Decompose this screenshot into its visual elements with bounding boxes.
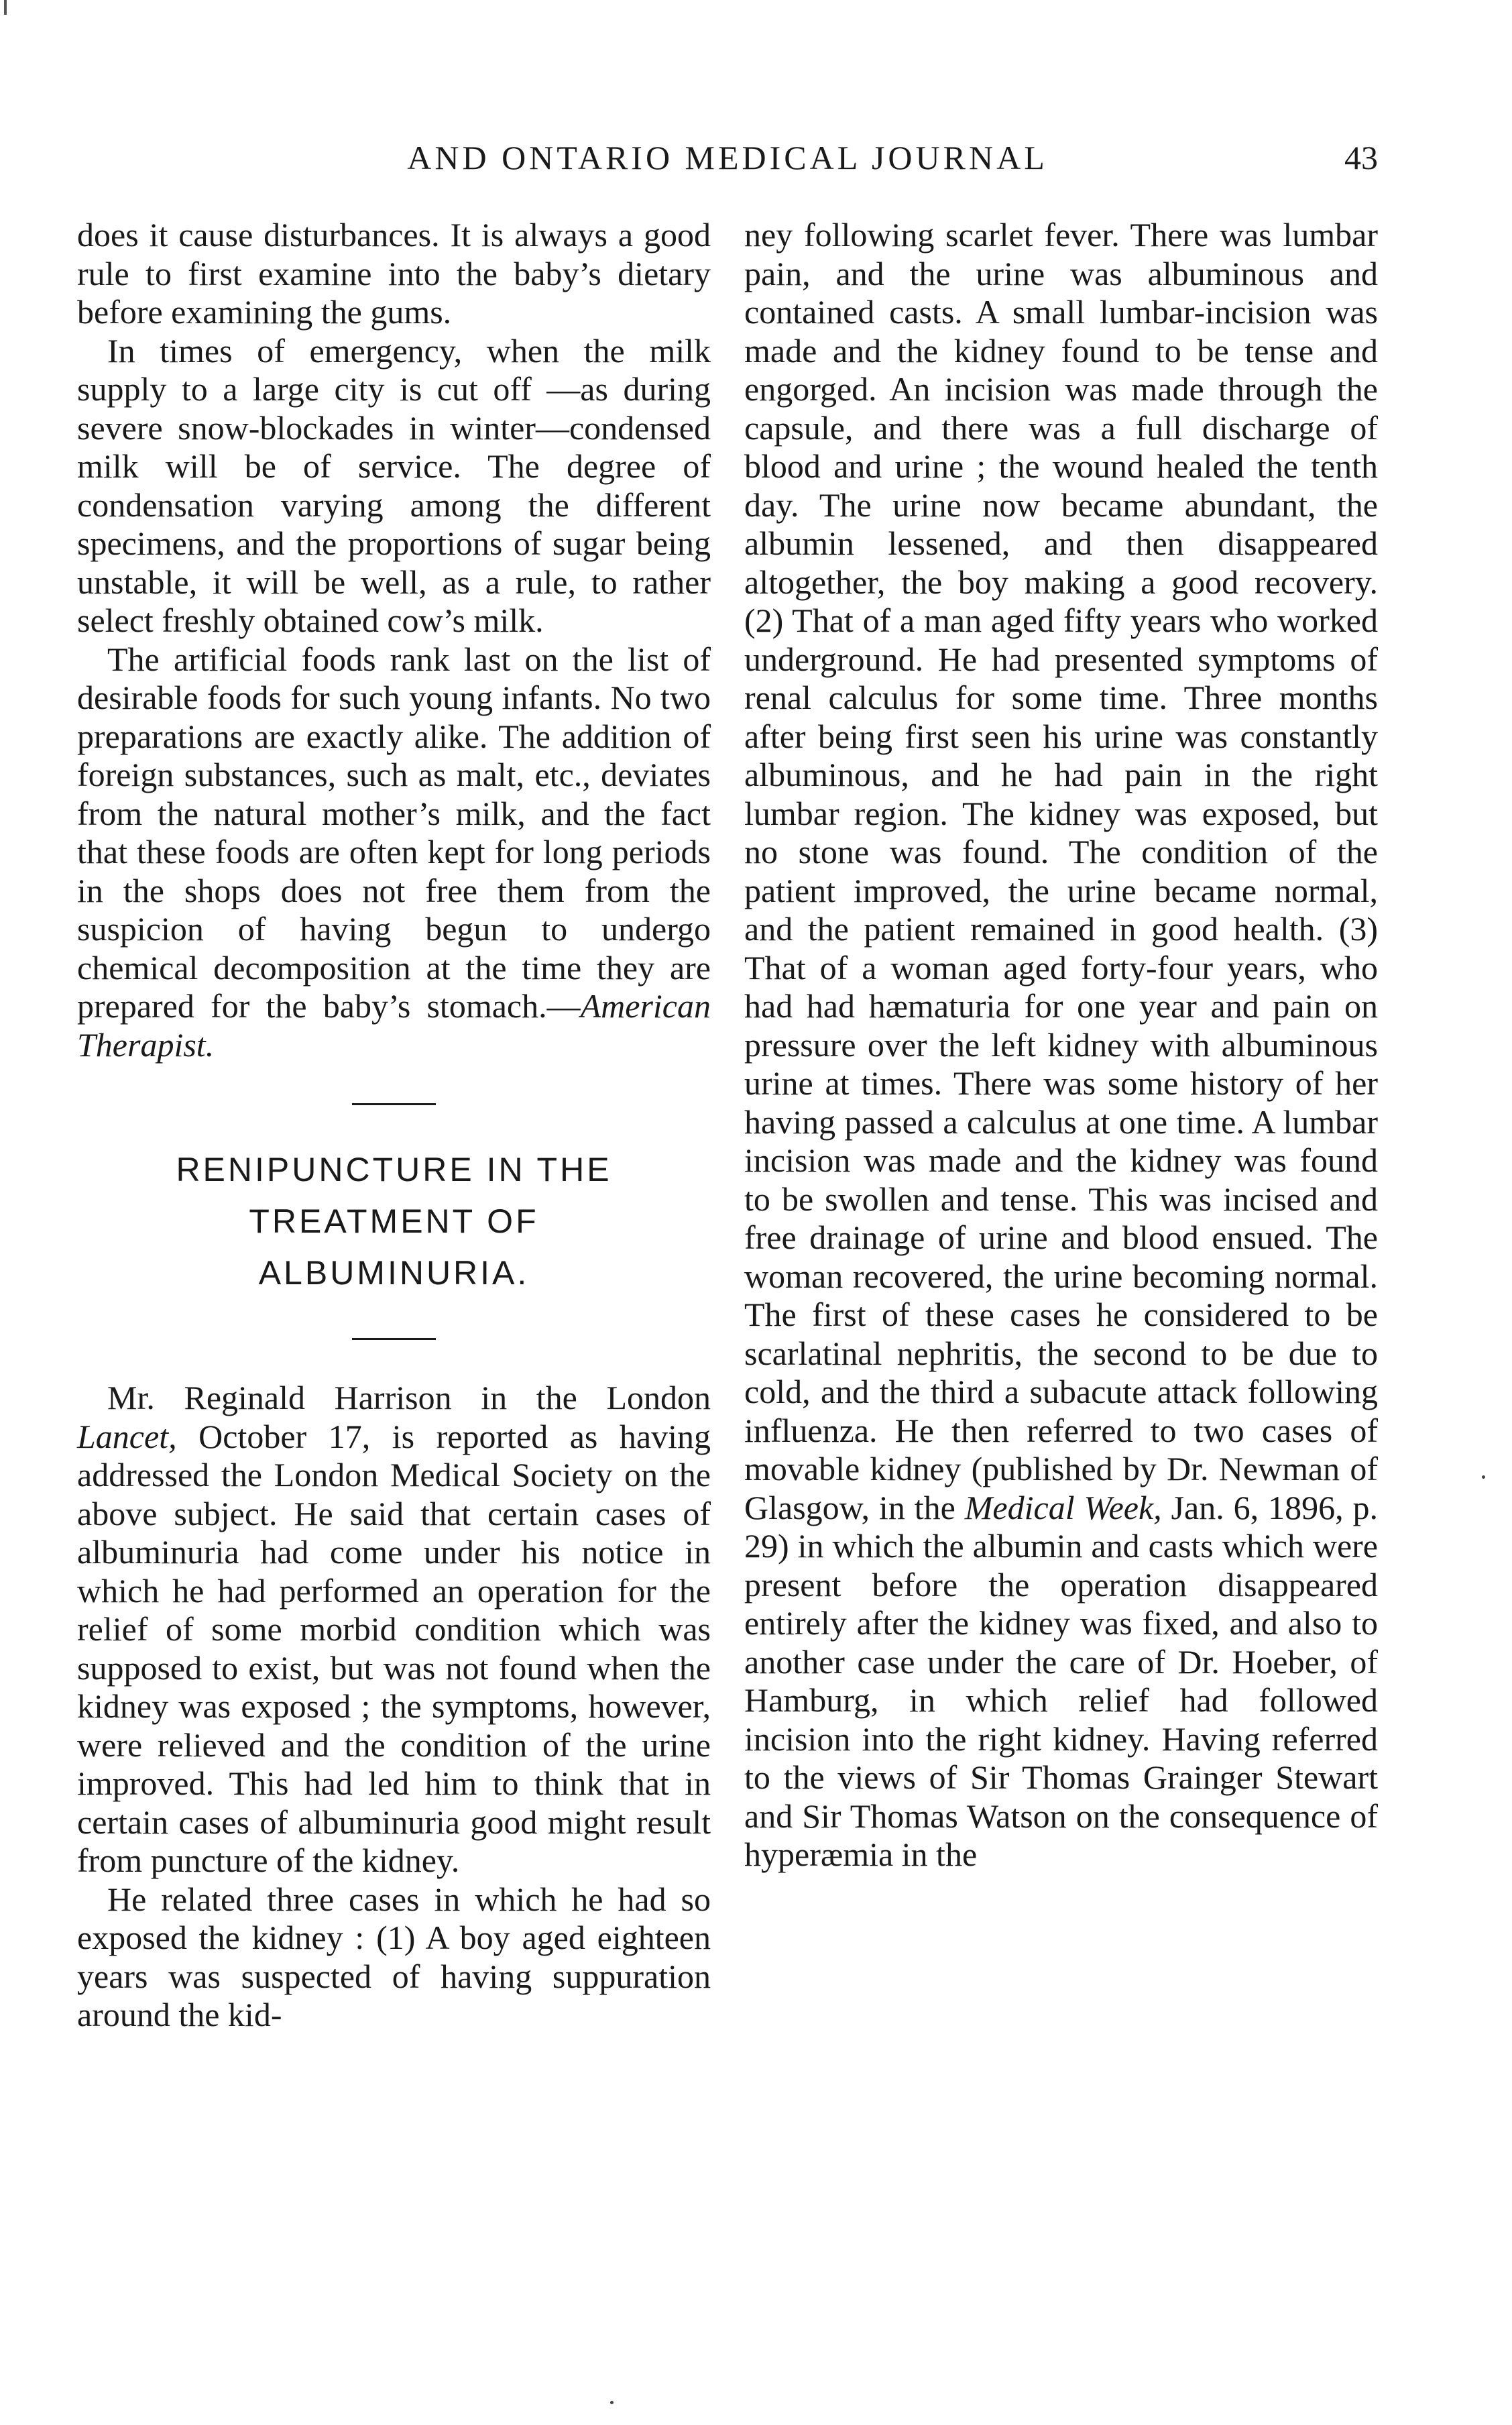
paragraph-artificial-foods xyxy=(77,640,711,1065)
paragraph-continued: does it cause disturbances. It is always a good rule to first examine into the baby’s dietary before examining the gums. xyxy=(77,216,711,331)
paragraph-cases-continued xyxy=(744,216,1378,1874)
page-number: 43 xyxy=(1344,139,1378,176)
section-divider-bottom xyxy=(352,1338,436,1340)
running-title: AND ONTARIO MEDICAL JOURNAL xyxy=(407,139,1048,176)
left-column xyxy=(77,216,711,2035)
section-divider-top xyxy=(352,1103,436,1105)
section-heading xyxy=(77,1144,711,1299)
heading-line-3: ALBUMINURIA. xyxy=(258,1254,530,1292)
scan-margin-mark xyxy=(4,0,7,15)
paragraph-harrison-text-b: October 17, is reported as having addressed the London Medical Society on the above subject. He said that certain cases of albuminuria had come under his notice in which he had performed an operation for the relief of some morbid condition which was supposed to exist, but was not found when the kidney was exposed ; the symptoms, however, were relieved and the condition of the urine improved. This had led him to think that in certain cases of albuminuria good might result from puncture of the kidney. xyxy=(77,1417,711,1879)
paragraph-three-cases: He related three cases in which he had so exposed the kidney : (1) A boy aged eighteen years was suspected of having suppuration around the kid- xyxy=(77,1880,711,2033)
right-column xyxy=(744,216,1378,1874)
paragraph-artificial-foods-text: The artificial foods rank last on the list of desirable foods for such young infants. No two preparations are exactly alike. The addition of foreign substances, such as malt, etc., deviates from the natural mother’s milk, and the fact that these foods are often kept for long periods in the shops does not free them from the suspicion of having begun to undergo chemical decomposition at the time they are prepared for the baby’s stomach.— xyxy=(77,640,711,1025)
scan-speck xyxy=(1482,1475,1485,1479)
running-header xyxy=(77,134,1378,181)
paragraph-harrison-text-a: Mr. Reginald Harrison in the London xyxy=(107,1379,711,1416)
heading-line-2: TREATMENT OF xyxy=(249,1202,539,1240)
paragraph-cases-text-b: Jan. 6, 1896, p. 29) in which the albumin and casts which were present before the operation disappeared entirely after the kidney was fixed, and also to another case under the care of Dr. Hoeber, of Hamburg, in which relief had followed incision into the right kidney. Having referred to the views of Sir Thomas Grainger Stewart and Sir Thomas Watson on the consequence of hyperæmia in the xyxy=(744,1488,1378,1873)
paragraph-harrison xyxy=(77,1379,711,1880)
paragraph-cases-text-a: ney following scarlet fever. There was lumbar pain, and the urine was albuminous and contained casts. A small lumbar-incision was made and the kidney found to be tense and engorged. An incision was made through the capsule, and there was a full discharge of blood and urine ; the wound healed the tenth day. The urine now became abundant, the albumin lessened, and then disappeared altogether, the boy making a good recovery. (2) That of a man aged fifty years who worked underground. He had presented symptoms of renal calculus for some time. Three months after being first seen his urine was constantly albuminous, and he had pain in the right lumbar region. The kidney was exposed, but no stone was found. The condition of the patient improved, the urine became normal, and the patient remained in good health. (3) That of a woman aged forty-four years, who had had hæmaturia for one year and pain on pressure over the left kidney with albuminous urine at times. There was some history of her having passed a calculus at one time. A lumbar incision was made and the kidney was found to be swollen and tense. This was incised and free drainage of urine and blood ensued. The woman recovered, the urine becoming normal. The first of these cases he considered to be scarlatinal nephritis, the second to be due to cold, and the third a subacute attack following influenza. He then referred to two cases of movable kidney (published by Dr. Newman of Glasgow, in the xyxy=(744,216,1378,1526)
paragraph-condensed-milk: In times of emergency, when the milk supply to a large city is cut off —as during severe snow-blockades in winter—condensed milk will be of service. The degree of condensation varying among the different specimens, and the proportions of sugar being unstable, it will be well, as a rule, to rather select freshly obtained cow’s milk. xyxy=(77,331,711,639)
source-citation: American Therapist. xyxy=(77,987,711,1064)
heading-line-1: RENIPUNCTURE IN THE xyxy=(176,1151,612,1188)
journal-name-medical-week: Medical Week, xyxy=(964,1488,1162,1526)
journal-name-lancet: Lancet, xyxy=(77,1417,177,1455)
scan-speck xyxy=(610,2401,614,2404)
